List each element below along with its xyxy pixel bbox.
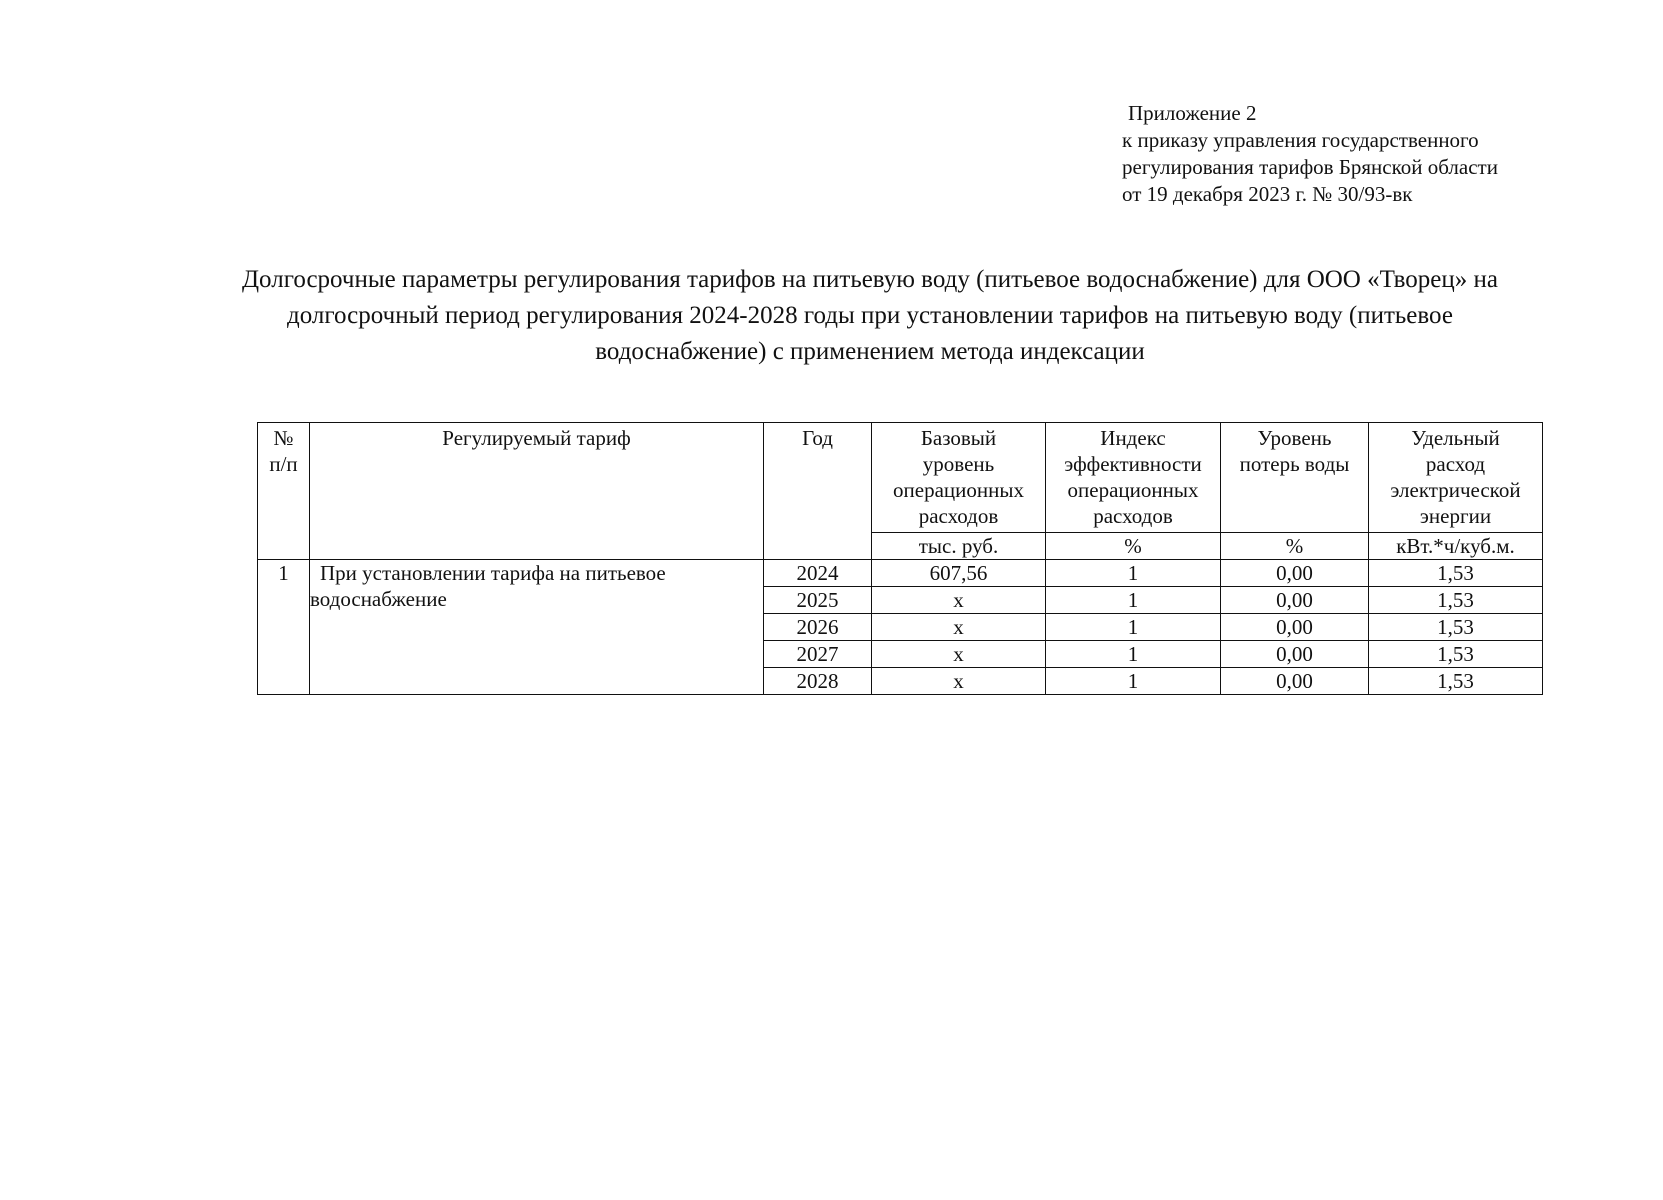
cell-index: 1: [1046, 560, 1221, 587]
cell-energy: 1,53: [1369, 587, 1543, 614]
unit-energy: кВт.*ч/куб.м.: [1369, 533, 1543, 560]
cell-energy: 1,53: [1369, 641, 1543, 668]
unit-loss: %: [1221, 533, 1369, 560]
cell-year: 2025: [764, 587, 872, 614]
appendix-block: [1122, 100, 1498, 208]
cell-index: 1: [1046, 641, 1221, 668]
cell-loss: 0,00: [1221, 641, 1369, 668]
cell-index: 1: [1046, 668, 1221, 695]
table-row: [258, 560, 1543, 587]
cell-base: 607,56: [872, 560, 1046, 587]
cell-year: 2028: [764, 668, 872, 695]
header-year: Год: [764, 423, 872, 560]
cell-loss: 0,00: [1221, 668, 1369, 695]
cell-base: х: [872, 641, 1046, 668]
unit-index: %: [1046, 533, 1221, 560]
header-water-loss: Уровень потерь воды: [1221, 423, 1369, 533]
title-line: Долгосрочные параметры регулирования тарифов на питьевую воду (питьевое водоснабжение) для ООО «Творец» на: [242, 266, 1498, 293]
header-energy: Удельный расход электрической энергии: [1369, 423, 1543, 533]
header-efficiency-index: Индекс эффективности операционных расходов: [1046, 423, 1221, 533]
header-num: № п/п: [258, 423, 310, 560]
appendix-line: к приказу управления государственного: [1122, 128, 1479, 152]
header-base-level: Базовый уровень операционных расходов: [872, 423, 1046, 533]
document-title: [120, 262, 1620, 370]
cell-year: 2026: [764, 614, 872, 641]
cell-base: х: [872, 668, 1046, 695]
unit-base: тыс. руб.: [872, 533, 1046, 560]
appendix-line: регулирования тарифов Брянской области: [1122, 155, 1498, 179]
appendix-title: Приложение 2: [1128, 101, 1257, 125]
cell-index: 1: [1046, 587, 1221, 614]
cell-index: 1: [1046, 614, 1221, 641]
cell-base: х: [872, 614, 1046, 641]
item-num: 1: [258, 560, 310, 695]
cell-energy: 1,53: [1369, 668, 1543, 695]
appendix-date-line: от 19 декабря 2023 г. № 30/93-вк: [1122, 182, 1413, 206]
table-header-row: [258, 423, 1543, 533]
title-line: водоснабжение) с применением метода индексации: [595, 338, 1145, 365]
cell-loss: 0,00: [1221, 560, 1369, 587]
cell-base: х: [872, 587, 1046, 614]
cell-loss: 0,00: [1221, 587, 1369, 614]
cell-loss: 0,00: [1221, 614, 1369, 641]
cell-energy: 1,53: [1369, 560, 1543, 587]
tariff-table: [257, 422, 1543, 695]
cell-energy: 1,53: [1369, 614, 1543, 641]
item-name: При установлении тарифа на питьевое водоснабжение: [310, 560, 764, 695]
title-line: долгосрочный период регулирования 2024-2028 годы при установлении тарифов на питьевую воду (питьевое: [287, 302, 1453, 329]
cell-year: 2024: [764, 560, 872, 587]
header-tariff: Регулируемый тариф: [310, 423, 764, 560]
cell-year: 2027: [764, 641, 872, 668]
